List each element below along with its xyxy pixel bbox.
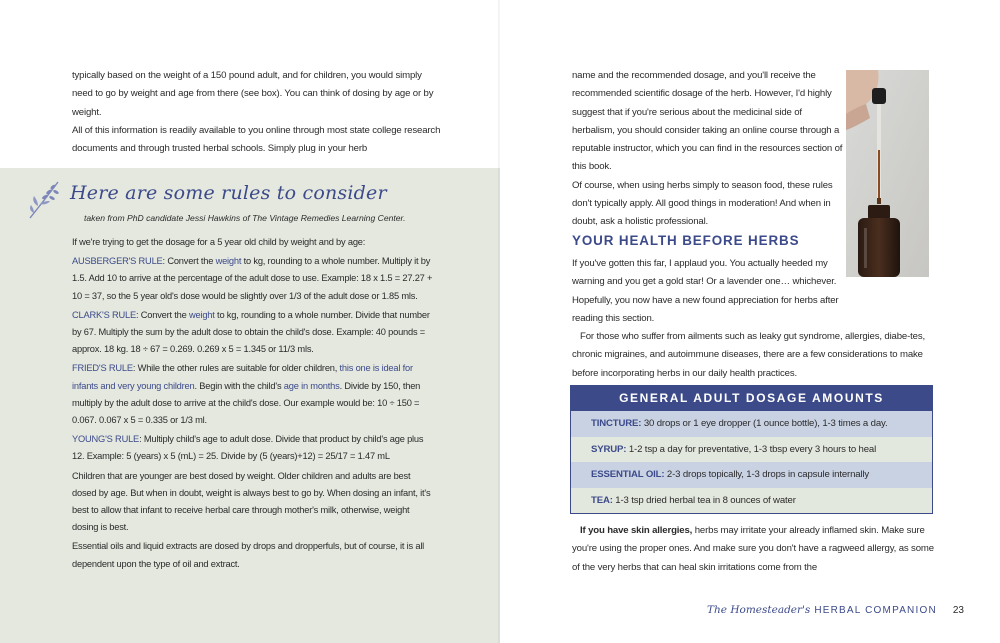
right-page [500, 0, 1000, 643]
footer-book-title-script: The Homesteader's [707, 604, 811, 616]
section-heading: YOUR HEALTH BEFORE HERBS [572, 233, 800, 248]
sidebar-credit: taken from PhD candidate Jessi Hawkins of The Vintage Remedies Learning Center. [84, 213, 406, 223]
rule-name: YOUNG'S RULE [72, 434, 140, 445]
page-number: 23 [952, 605, 964, 616]
rule-highlight: weight [215, 256, 242, 267]
sidebar-title: Here are some rules to consider [70, 182, 387, 204]
left-paragraph-2: All of this information is readily available to you online through most state college research documents and through trusted herbal schools. Simply plug in your herb [72, 124, 441, 155]
rule-text: : Multiply child's age to adult dose. Divide that product by child's age plus 12. Example: 5 (years) x 5 (mL) = 25. Divide by (5 (years)+12) = 25/17 = 1.47 mL [72, 434, 424, 462]
rule-name: AUSBERGER'S RULE [72, 256, 163, 267]
skin-text: herbs may irritate your already inflamed skin. Make sure you're using the proper ones. And make sure you don't have a ragweed allergy, as some of the very herbs that can heal skin irritations come from the [572, 525, 934, 573]
dosage-table-title: GENERAL ADULT DOSAGE AMOUNTS [571, 386, 932, 411]
dropper-bottle-photo [846, 70, 929, 277]
page-footer [707, 604, 964, 616]
sidebar-body [72, 234, 434, 575]
rule-name: FRIED'S RULE [72, 363, 133, 374]
rule-highlight: this one is ideal for infants and very young children [72, 363, 413, 391]
dosage-row-essential-oil [571, 462, 932, 488]
rule-text: : Convert the [162, 256, 216, 267]
rule-highlight: age in months [283, 380, 340, 391]
skin-paragraph [572, 522, 934, 577]
rule-text: : While the other rules are suitable for older children, [132, 363, 340, 374]
skin-lead: If you have skin allergies, [580, 525, 693, 536]
dosage-row-tea [571, 488, 932, 514]
rule-text: . Begin with the child's [194, 380, 284, 391]
left-intro-text [72, 67, 444, 158]
rule-young [72, 431, 434, 465]
dosage-text: 1-3 tsp dried herbal tea in 8 ounces of water [612, 494, 796, 506]
rules-sidebar [0, 168, 500, 643]
section-paragraph-1: If you've gotten this far, I applaud you. You actually heeded my warning and you get a gold star! Or a lavender one… whichever. Hopefully, you now have a new found appreciation for herbs after reading this section. [572, 258, 839, 324]
dosage-table [570, 385, 933, 514]
rule-text: to kg, rounding to a whole number. Divide that number by 67. Multiply the sum by the adult dose to obtain the child's dose. Example: 40 pounds = approx. 18 kg. 18 ÷ 67 = 0.269. 0.269 x 5 = 1.345 or 11/3 mls. [72, 309, 430, 355]
sidebar-closing-1: Children that are younger are best dosed by weight. Older children and adults are best dosed by age. But when in doubt, weight is always best to go by. When dosing an infant, it's best to allow that infant to receive herbal care through mother's milk, otherwise, weight dosing is best. [72, 470, 431, 533]
dosage-row-syrup [571, 437, 932, 463]
section-text [572, 255, 931, 383]
right-paragraph-2: Of course, when using herbs simply to season food, these rules don't typically apply. All good things in moderation! And when in doubt, ask a holistic professional. [572, 179, 833, 228]
dosage-row-tincture [571, 411, 932, 437]
section-paragraph-2: For those who suffer from ailments such as leaky gut syndrome, allergies, diabe-tes, chronic migraines, and autoimmune diseases, there are a few considerations to make before incorporating herbs in our daily health practices. [572, 331, 926, 379]
dosage-text: 2-3 drops topically, 1-3 drops in capsule internally [664, 469, 870, 480]
dosage-label: SYRUP: [591, 443, 627, 455]
dosage-text: 1-2 tsp a day for preventative, 1-3 tbsp every 3 hours to heal [626, 443, 877, 455]
dosage-label: TINCTURE: [591, 418, 642, 429]
rule-highlight: weight [188, 309, 215, 320]
dosage-text: 30 drops or 1 eye dropper (1 ounce bottle), 1-3 times a day. [641, 418, 888, 429]
skin-allergies-text [572, 522, 934, 577]
dosage-label: ESSENTIAL OIL: [591, 469, 665, 480]
rule-name: CLARK'S RULE [72, 309, 136, 320]
sidebar-intro: If we're trying to get the dosage for a 5 year old child by weight and by age: [72, 237, 366, 247]
rule-ausberger [72, 253, 434, 305]
sidebar-closing-2: Essential oils and liquid extracts are dosed by drops and dropperfuls, but of course, it is all dependent upon the type of oil and extract. [72, 541, 425, 569]
dosage-label: TEA: [591, 494, 613, 506]
right-intro-text [572, 67, 844, 232]
rule-clark [72, 307, 434, 359]
lavender-sprig-icon [26, 178, 62, 222]
rule-text: . Divide by 150, then multiply by the adult dose to arrive at the child's dose. Our example would be: 10 ÷ 150 = 0.067. 0.067 x 5 = 0.335 or 1/3 ml. [72, 380, 421, 426]
footer-book-title-caps: HERBAL COMPANION [814, 605, 937, 616]
rule-text: to kg, rounding to a whole number. Multiply it by 1.5. Add 10 to arrive at the percentage of the adult dose to use. Example: 18 x 1.5 = 27.27 + 10 = 37, so the 5 year old's dose would be slightly over 1/3 of the adult dose or 1.85 mls. [72, 256, 433, 301]
rule-text: : Convert the [135, 309, 189, 320]
right-paragraph-1: name and the recommended dosage, and you'll receive the recommended scientific dosage of the herb. However, I'd highly suggest that if you're serious about the medicinal side of herbalism, you should consider taking an online course through a reputable instructor, which you can find in the resources section of this book. [572, 70, 843, 173]
left-paragraph-1: typically based on the weight of a 150 pound adult, and for children, you would simply need to go by weight and age from there (see box). You can think of dosing by age or by weight. [72, 70, 434, 118]
rule-fried [72, 360, 434, 429]
